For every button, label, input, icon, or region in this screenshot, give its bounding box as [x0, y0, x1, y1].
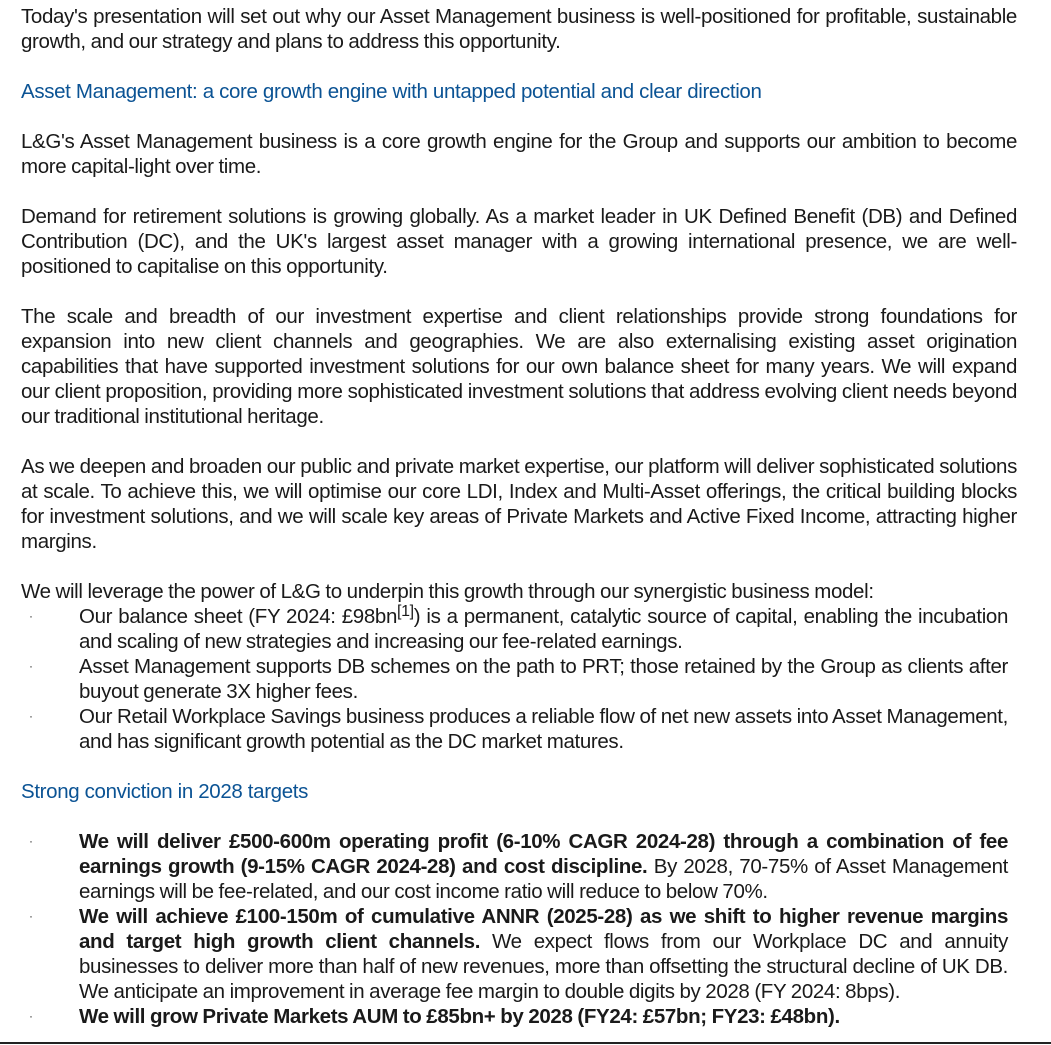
- list-item: [21, 654, 1017, 704]
- list-item: [21, 704, 1017, 754]
- targets-list: [21, 829, 1017, 1029]
- list-item: [21, 904, 1017, 1004]
- target-operating-profit: We will deliver £500-600m operating profit (6-10% CAGR 2024-28) through a combination of fee earnings growth (9-15% CAGR 2024-28) and cost discipline. By 2028, 70-75% of Asset Management earnings will be fee-related, and our cost income ratio will reduce to below 70%.: [79, 830, 1008, 903]
- bullet-dot: ·: [29, 609, 33, 623]
- bottom-divider: [0, 1042, 1051, 1044]
- bullet-dot: ·: [29, 834, 33, 848]
- target-annr: We will achieve £100-150m of cumulative ANNR (2025-28) as we shift to higher revenue margins and target high growth client channels. We expect flows from our Workplace DC and annuity businesses to deliver more than half of new revenues, more than offsetting the structural decline of UK DB. We anticipate an improvement in average fee margin to double digits by 2028 (FY 2024: 8bps).: [79, 905, 1008, 1003]
- bullet-text-workplace-savings: Our Retail Workplace Savings business produces a reliable flow of net new assets into Asset Management, and has significant growth potential as the DC market matures.: [79, 705, 1008, 753]
- bullet-dot: ·: [29, 909, 33, 923]
- list-item: [21, 1004, 1017, 1029]
- bullet-dot: ·: [29, 709, 33, 723]
- paragraph-demand: Demand for retirement solutions is growing globally. As a market leader in UK Defined Benefit (DB) and Defined Contribution (DC), and the UK's largest asset manager with a growing international presence, we are well-positioned to capitalise on this opportunity.: [21, 205, 1017, 278]
- footnote-ref-link[interactable]: [1]: [397, 603, 414, 620]
- section-heading-growth-engine: Asset Management: a core growth engine with untapped potential and clear direction: [21, 80, 762, 103]
- paragraph-scale: The scale and breadth of our investment expertise and client relationships provide strong foundations for expansion into new client channels and geographies. We are also externalising existing asset origination capabilities that have supported investment solutions for our own balance sheet for many years. We will expand our client proposition, providing more sophisticated investment solutions that address evolving client needs beyond our traditional institutional heritage.: [21, 305, 1017, 428]
- section-heading-2028-targets: Strong conviction in 2028 targets: [21, 780, 309, 803]
- intro-paragraph: Today's presentation will set out why our Asset Management business is well-positioned for profitable, sustainable growth, and our strategy and plans to address this opportunity.: [21, 5, 1017, 53]
- target-private-markets: We will grow Private Markets AUM to £85bn+ by 2028 (FY24: £57bn; FY23: £48bn).: [79, 1005, 840, 1028]
- paragraph-leverage: We will leverage the power of L&G to underpin this growth through our synergistic business model:: [21, 580, 874, 603]
- list-item: [21, 604, 1017, 654]
- business-model-list: [21, 604, 1017, 754]
- paragraph-core-engine: L&G's Asset Management business is a core growth engine for the Group and supports our ambition to become more capital-light over time.: [21, 130, 1017, 178]
- bullet-text-balance-sheet: Our balance sheet (FY 2024: £98bn[1]) is a permanent, catalytic source of capital, enabling the incubation and scaling of new strategies and increasing our fee-related earnings.: [79, 603, 1008, 653]
- bullet-text-db-schemes: Asset Management supports DB schemes on the path to PRT; those retained by the Group as clients after buyout generate 3X higher fees.: [79, 655, 1008, 703]
- list-item: [21, 829, 1017, 904]
- bullet-dot: ·: [29, 1009, 33, 1023]
- document-body: [21, 4, 1017, 1029]
- paragraph-expertise: As we deepen and broaden our public and private market expertise, our platform will deliver sophisticated solutions at scale. To achieve this, we will optimise our core LDI, Index and Multi-Asset offerings, the critical building blocks for investment solutions, and we will scale key areas of Private Markets and Active Fixed Income, attracting higher margins.: [21, 455, 1017, 553]
- bullet-dot: ·: [29, 659, 33, 673]
